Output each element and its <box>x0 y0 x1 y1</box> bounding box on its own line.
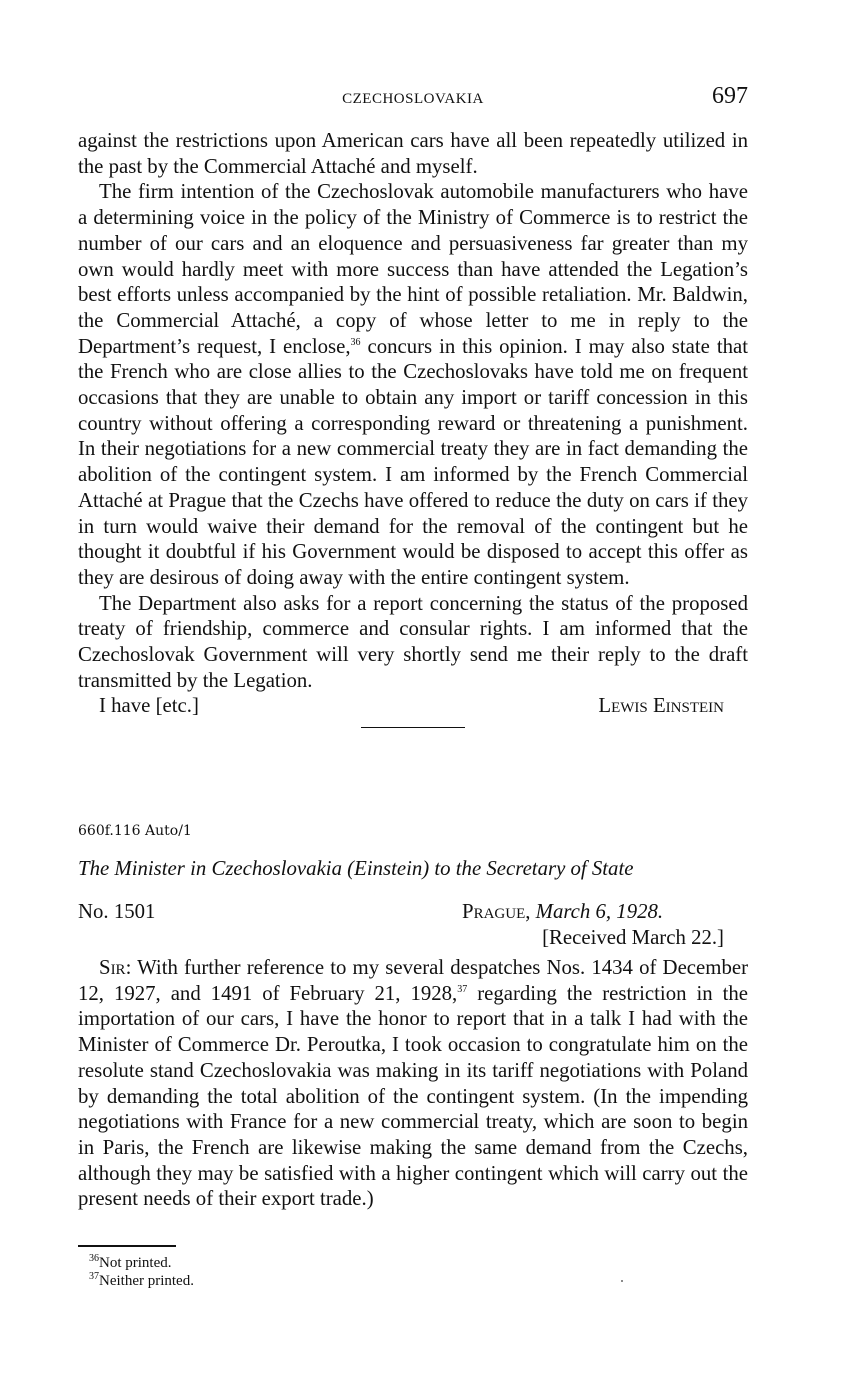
paragraph-text: concurs in this opinion. I may also state that the French who are close allies to the Czechoslovaks have told me on frequent occasions that they are unable to obtain any import or tariff concession in this country without offering a corresponding reward or threatening a punishment. In their negotiations for a new commercial treaty they are in fact demanding the abolition of the contingent system. I am informed by the French Commercial Attaché at Prague that the Czechs have offered to reduce the duty on cars if they in turn would waive their demand for the removal of the contingent but he thought it doubtful if his Government would be disposed to accept this offer as they are desirous of doing away with the entire contingent system. <box>78 334 749 589</box>
signature: Lewis Einstein <box>598 694 724 718</box>
second-letter-body <box>78 955 748 1212</box>
date: March 6, 1928. <box>535 900 664 923</box>
dateline <box>78 900 748 956</box>
heading-text: The Minister in Czechoslovakia ( <box>78 857 355 880</box>
footnote-text: Neither printed. <box>99 1273 194 1289</box>
salutation: Sir <box>99 956 126 979</box>
paragraph-text: : With further reference to my several despatches Nos. 1434 of December 12, 1927, and 1491 of February 21, 1928, <box>78 956 748 1005</box>
paragraph-treaty-status: The Department also asks for a report concerning the status of the proposed treaty of friendship, commerce and consular rights. I am informed that the Czechoslovak Government will very shortly send me their reply to the draft transmitted by the Legation. <box>78 591 748 692</box>
paragraph-continuation: against the restrictions upon American cars have all been repeatedly utilized in the past by the Commercial Attaché and myself. <box>78 129 748 178</box>
section-separator <box>361 727 465 728</box>
running-head-title: CZECHOSLOVAKIA <box>342 91 484 107</box>
place-date <box>462 900 663 924</box>
document-heading <box>78 857 748 881</box>
paragraph-text: The firm intention of the Czechoslovak automobile manufacturers who have a determining voice in the policy of the Ministry of Commerce is to restrict the number of our cars and an eloquence and persuasiveness far greater than my own would hardly meet with more success than have attended the Legation’s best efforts unless accompanied by the hint of possible retaliation. Mr. Baldwin, the Commercial Attaché, a copy of whose letter to me in reply to the Department’s request, I enclose, <box>78 180 748 358</box>
heading-name: Einstein <box>354 857 423 880</box>
footnotes <box>89 1254 194 1290</box>
first-letter-body <box>78 128 748 728</box>
footnote-ref: 36 <box>350 336 361 348</box>
footnote <box>89 1254 194 1272</box>
footnote <box>89 1272 194 1290</box>
footnote-mark: 36 <box>89 1253 99 1264</box>
footnote-text: Not printed. <box>99 1255 172 1271</box>
footnote-ref: 37 <box>457 983 468 995</box>
heading-text: ) to the Secretary of State <box>422 857 634 880</box>
footnote-rule <box>78 1245 176 1247</box>
document-number: No. 1501 <box>78 900 156 923</box>
page-number: 697 <box>712 83 748 109</box>
place: Prague, <box>462 900 531 923</box>
paragraph-text: regarding the restriction in the importation of our cars, I have the honor to report that in a talk I had with the Minister of Commerce Dr. Peroutka, I took occasion to congratulate him on the resolute stand Czechoslovakia was making in its tariff negotiations with Poland by demanding the total abolition of the contingent system. (In the impending negotiations with France for a new commercial treaty, which are soon to begin in Paris, the French are likewise making the same demand from the Czechs, although they may be satisfied with a higher contingent which will carry out the present needs of their export trade.) <box>78 981 748 1211</box>
paragraph-firm-intention <box>78 179 748 590</box>
footnote-mark: 37 <box>89 1271 99 1282</box>
paragraph-sir <box>78 955 748 1212</box>
closing-line <box>78 693 748 719</box>
file-number: 660f.116 Auto/1 <box>78 823 192 839</box>
scan-speck <box>621 1280 623 1282</box>
received-date: [Received March 22.] <box>542 926 724 949</box>
running-head <box>78 83 748 113</box>
closing: I have [etc.] <box>99 694 199 718</box>
